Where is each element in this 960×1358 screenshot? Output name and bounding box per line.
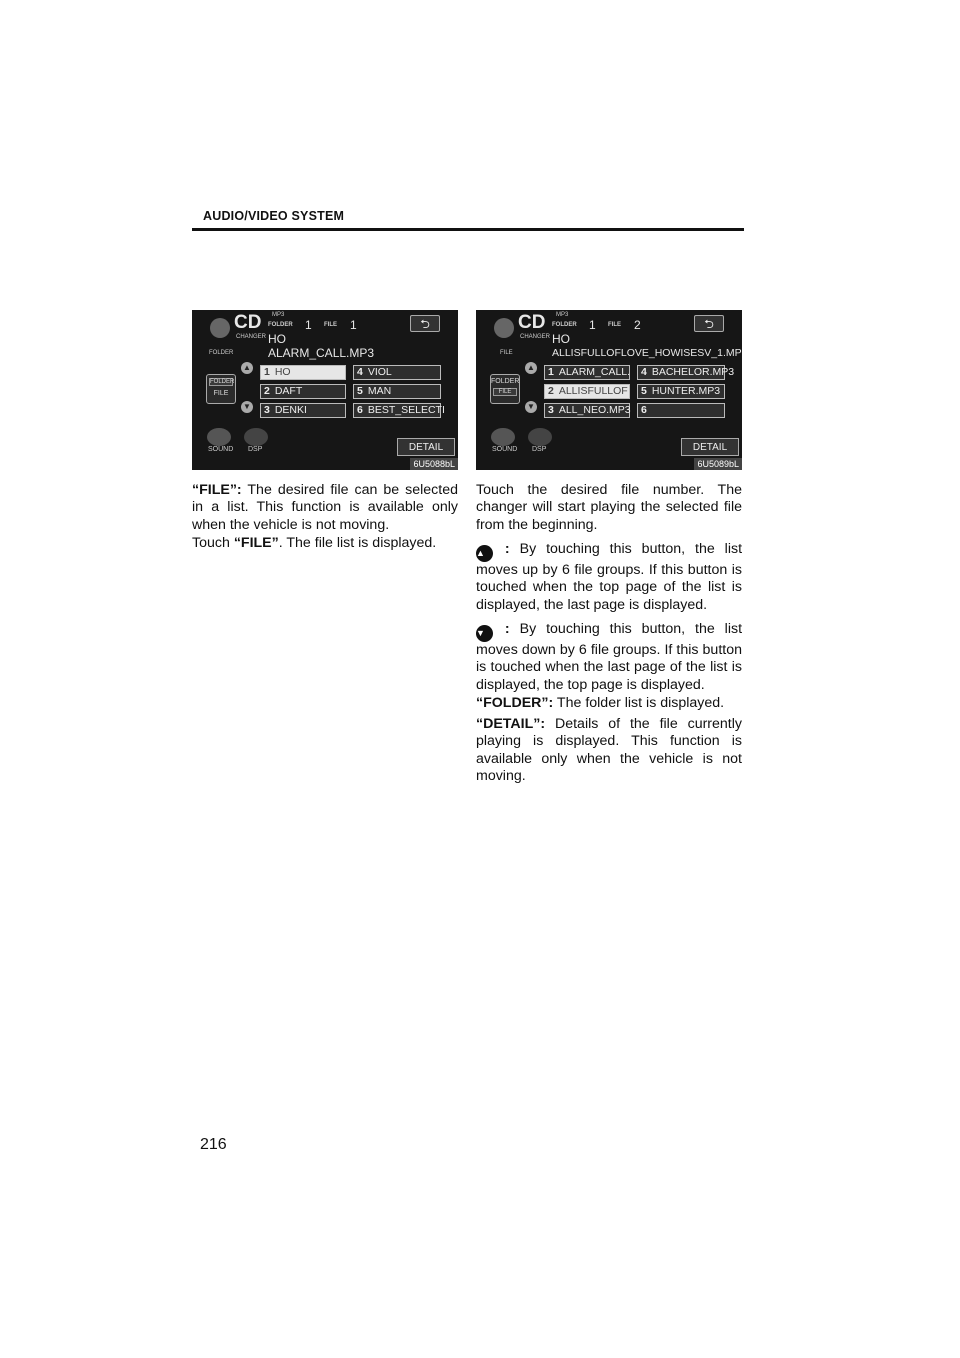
screenshot-file-screen — [192, 310, 458, 470]
folder-label: FOLDER — [268, 322, 293, 328]
file-label: FILE — [324, 322, 337, 328]
file-item[interactable]: 3 DENKI — [260, 403, 346, 418]
file-item[interactable]: 6 — [637, 403, 725, 418]
changer-label: CHANGER — [520, 334, 551, 340]
page-down-icon[interactable]: ▼ — [241, 401, 253, 413]
section-header: AUDIO/VIDEO SYSTEM — [203, 209, 345, 223]
folder-number: 1 — [589, 318, 596, 332]
page-up-description: ▲ : By touching this button, the list moves up by 6 file groups. If this button is touched when the top page of the list is displayed, the last page is displayed. — [476, 541, 743, 613]
file-tag: FILE — [500, 350, 513, 356]
file-item[interactable]: 5 MAN — [353, 384, 441, 399]
touch-file-instruction: Touch “FILE”. The file list is displayed. — [192, 535, 437, 551]
file-label: FILE — [608, 322, 621, 328]
folder-description: “FOLDER”: The folder list is displayed. — [476, 695, 725, 711]
touch-file-number-text: Touch the desired file number. The changer will start playing the selected file from the beginning. — [476, 482, 742, 533]
file-item[interactable]: 4 VIOL — [353, 365, 441, 380]
sound-button[interactable]: SOUND — [208, 446, 234, 453]
screenshot-file-list — [476, 310, 742, 470]
page-up-icon[interactable]: ▲ — [525, 362, 537, 374]
sound-icon — [491, 428, 515, 446]
folder-file-toggle[interactable]: FOLDER FILE — [490, 374, 520, 404]
page-down-description: ▼ : By touching this button, the list moves down by 6 file groups. If this button is touched when the last page of the list is displayed, the top page is displayed. — [476, 621, 743, 693]
folder-file-toggle[interactable]: FOLDER FILE — [206, 374, 236, 404]
file-item[interactable]: 1 HO — [260, 365, 346, 380]
detail-description: “DETAIL”: Details of the file currently playing is displayed. This function is available only when the vehicle is not moving. — [476, 716, 742, 785]
folder-tag: FOLDER — [209, 350, 234, 356]
up-arrow-icon: ▲ — [476, 545, 493, 562]
cd-disc-icon — [494, 318, 514, 338]
file-item[interactable]: 4 BACHELOR.MP3 — [637, 365, 725, 380]
sound-button[interactable]: SOUND — [492, 446, 518, 453]
cd-disc-icon — [210, 318, 230, 338]
figure-code: 6U5089bL — [694, 458, 742, 470]
folder-label: FOLDER — [552, 322, 577, 328]
file-name: ALARM_CALL.MP3 — [268, 346, 375, 360]
cd-title: CD — [518, 312, 546, 333]
down-arrow-icon: ▼ — [476, 625, 493, 642]
cd-title: CD — [234, 312, 262, 333]
dsp-button[interactable]: DSP — [532, 446, 547, 453]
file-item[interactable]: 6 BEST_SELECTI — [353, 403, 441, 418]
file-number: 2 — [634, 318, 641, 332]
folder-name: HO — [268, 332, 286, 346]
file-item[interactable]: 3 ALL_NEO.MP3 — [544, 403, 630, 418]
file-item[interactable]: 2 DAFT — [260, 384, 346, 399]
figure-code: 6U5088bL — [410, 458, 458, 470]
detail-button[interactable]: DETAIL — [397, 438, 455, 456]
folder-name: HO — [552, 332, 570, 346]
page-up-icon[interactable]: ▲ — [241, 362, 253, 374]
file-number: 1 — [350, 318, 357, 332]
return-button[interactable]: ⮌ — [410, 315, 440, 332]
page-number: 216 — [200, 1136, 227, 1153]
file-description: “FILE”: The desired file can be selected in a list. This function is available only when the vehicle is not moving. — [192, 482, 458, 533]
file-item[interactable]: 2 ALLISFULLOF — [544, 384, 630, 399]
mp3-label: MP3 — [272, 312, 285, 318]
sound-icon — [207, 428, 231, 446]
dsp-icon — [244, 428, 268, 446]
page-down-icon[interactable]: ▼ — [525, 401, 537, 413]
folder-number: 1 — [305, 318, 312, 332]
mp3-label: MP3 — [556, 312, 569, 318]
detail-button[interactable]: DETAIL — [681, 438, 739, 456]
header-rule — [192, 228, 744, 231]
changer-label: CHANGER — [236, 334, 267, 340]
dsp-icon — [528, 428, 552, 446]
file-name: ALLISFULLOFLOVE_HOWISESV_1.MP — [552, 347, 742, 359]
return-button[interactable]: ⮌ — [694, 315, 724, 332]
file-item[interactable]: 1 ALARM_CALL. — [544, 365, 630, 380]
dsp-button[interactable]: DSP — [248, 446, 263, 453]
file-item[interactable]: 5 HUNTER.MP3 — [637, 384, 725, 399]
